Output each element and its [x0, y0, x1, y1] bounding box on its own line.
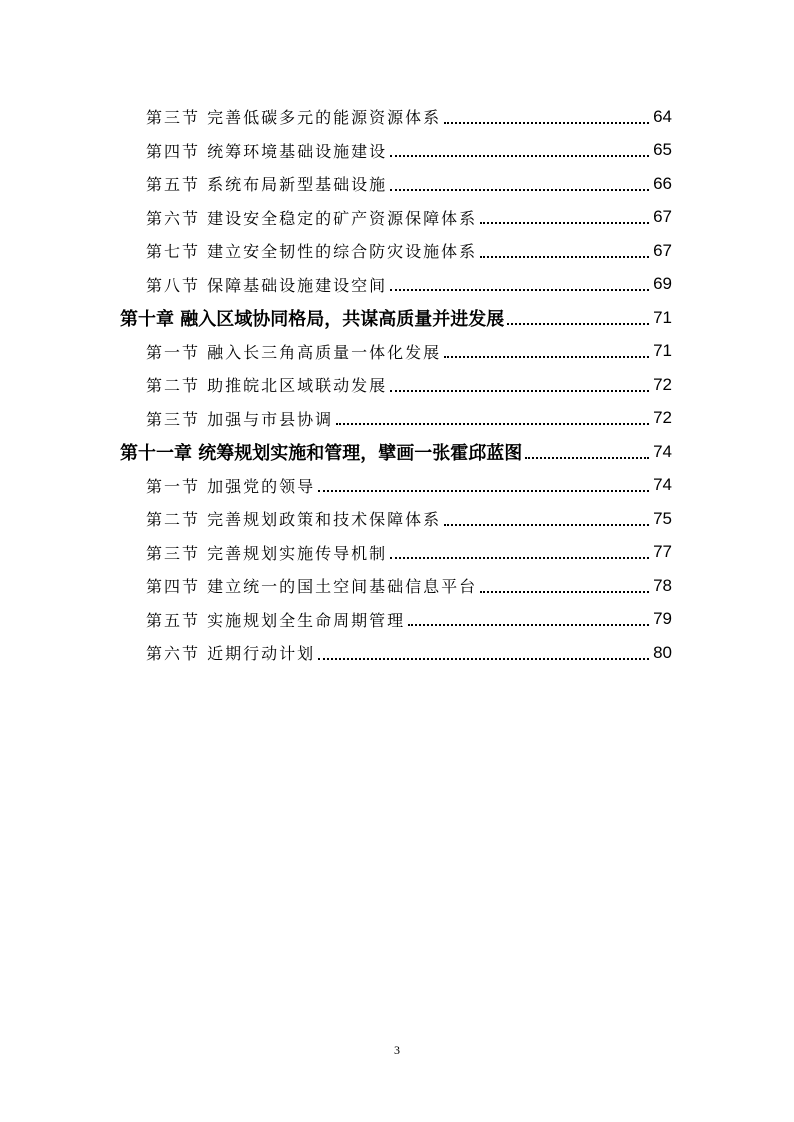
toc-entry[interactable]	[0, 100, 794, 134]
toc-chapter-title: 第十一章 统筹规划实施和管理，擘画一张霍邱蓝图	[120, 442, 523, 464]
toc-entry-title: 第六节 近期行动计划	[146, 644, 316, 664]
toc-entry-title: 第三节 加强与市县协调	[146, 409, 334, 429]
toc-entry-page: 69	[653, 274, 672, 294]
toc-entry-title: 第四节 统筹环境基础设施建设	[146, 141, 388, 161]
toc-entry-title: 第二节 助推皖北区域联动发展	[146, 376, 388, 396]
toc-entry-page: 64	[653, 106, 672, 126]
toc-entry-page: 74	[653, 441, 672, 461]
toc-dot-leader	[507, 322, 649, 325]
toc-entry-page: 65	[653, 140, 672, 160]
toc-dot-leader	[444, 355, 649, 358]
toc-dot-leader	[336, 422, 649, 425]
toc-entry-title: 第一节 加强党的领导	[146, 476, 316, 496]
toc-chapter-entry[interactable]	[0, 301, 794, 335]
toc-entry-page: 72	[653, 408, 672, 428]
toc-entry-page: 78	[653, 575, 672, 595]
toc-chapter-entry[interactable]	[0, 435, 794, 469]
toc-dot-leader	[444, 523, 649, 526]
toc-entry[interactable]	[0, 167, 794, 201]
toc-chapter-title: 第十章 融入区域协同格局，共谋高质量并进发展	[120, 308, 505, 330]
toc-dot-leader	[525, 456, 649, 459]
toc-dot-leader	[480, 255, 649, 258]
toc-entry[interactable]	[0, 268, 794, 302]
toc-dot-leader	[480, 590, 649, 593]
toc-entry-page: 71	[653, 341, 672, 361]
toc-entry[interactable]	[0, 368, 794, 402]
page-number: 3	[394, 1043, 400, 1057]
toc-dot-leader	[318, 489, 649, 492]
toc-entry-page: 67	[653, 207, 672, 227]
toc-entry[interactable]	[0, 469, 794, 503]
toc-entry[interactable]	[0, 502, 794, 536]
toc-entry-page: 74	[653, 475, 672, 495]
toc-entry-page: 67	[653, 240, 672, 260]
toc-entry[interactable]	[0, 636, 794, 670]
toc-entry-page: 72	[653, 374, 672, 394]
toc-entry[interactable]	[0, 201, 794, 235]
toc-entry[interactable]	[0, 603, 794, 637]
toc-entry[interactable]	[0, 402, 794, 436]
toc-entry-title: 第三节 完善规划实施传导机制	[146, 543, 388, 563]
toc-dot-leader	[390, 154, 649, 157]
toc-dot-leader	[390, 389, 649, 392]
toc-entry[interactable]	[0, 335, 794, 369]
toc-entry[interactable]	[0, 569, 794, 603]
toc-entry[interactable]	[0, 134, 794, 168]
toc-entry-title: 第七节 建立安全韧性的综合防灾设施体系	[146, 242, 478, 262]
table-of-contents	[0, 100, 794, 670]
toc-dot-leader	[408, 623, 649, 626]
toc-entry-title: 第二节 完善规划政策和技术保障体系	[146, 510, 442, 530]
toc-entry-title: 第四节 建立统一的国土空间基础信息平台	[146, 577, 478, 597]
toc-entry-title: 第五节 系统布局新型基础设施	[146, 175, 388, 195]
toc-entry-title: 第五节 实施规划全生命周期管理	[146, 610, 406, 630]
toc-entry-title: 第一节 融入长三角高质量一体化发展	[146, 342, 442, 362]
toc-entry-title: 第六节 建设安全稳定的矿产资源保障体系	[146, 208, 478, 228]
toc-dot-leader	[390, 556, 649, 559]
toc-entry[interactable]	[0, 234, 794, 268]
toc-dot-leader	[480, 221, 649, 224]
toc-entry[interactable]	[0, 536, 794, 570]
toc-entry-title: 第三节 完善低碳多元的能源资源体系	[146, 108, 442, 128]
toc-entry-page: 79	[653, 609, 672, 629]
toc-entry-page: 80	[653, 642, 672, 662]
toc-entry-page: 71	[653, 307, 672, 327]
toc-entry-page: 75	[653, 508, 672, 528]
toc-entry-title: 第八节 保障基础设施建设空间	[146, 275, 388, 295]
toc-entry-page: 66	[653, 173, 672, 193]
toc-dot-leader	[390, 288, 649, 291]
toc-dot-leader	[318, 657, 649, 660]
toc-entry-page: 77	[653, 542, 672, 562]
toc-dot-leader	[390, 188, 649, 191]
toc-dot-leader	[444, 121, 649, 124]
